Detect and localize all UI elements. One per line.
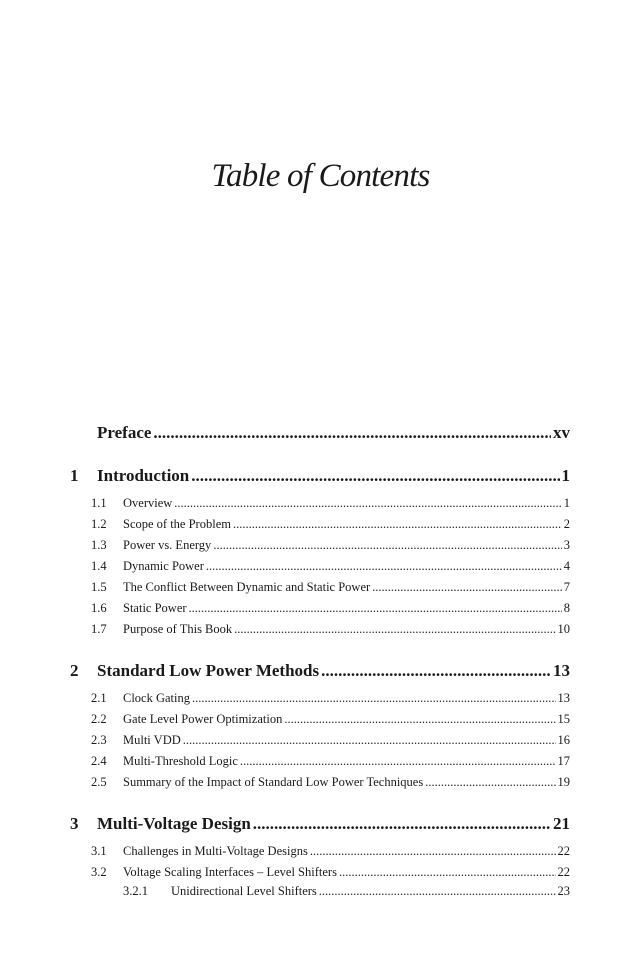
leader-dots [240, 754, 556, 769]
leader-dots [189, 601, 562, 616]
toc-label: Summary of the Impact of Standard Low Power Techniques [123, 775, 424, 789]
chapter-number: 2 [70, 661, 79, 680]
toc-label: Multi-Voltage Design [97, 814, 251, 833]
toc-label: Purpose of This Book [123, 622, 233, 636]
section-number: 2.1 [91, 691, 107, 705]
toc-section-2-1[interactable] [91, 691, 570, 706]
toc-section-1-1[interactable] [91, 496, 570, 511]
toc-label: Overview [123, 496, 173, 510]
toc-chapter-1[interactable] [70, 466, 570, 486]
leader-dots [339, 865, 556, 880]
toc-page-number: 1 [561, 466, 570, 485]
leader-dots [191, 466, 559, 486]
toc-section-1-5[interactable] [91, 580, 570, 595]
toc-label: Power vs. Energy [123, 538, 212, 552]
toc-page-number: 13 [557, 691, 570, 705]
toc-label: Unidirectional Level Shifters [171, 884, 317, 898]
toc-section-2-3[interactable] [91, 733, 570, 748]
section-number: 2.2 [91, 712, 107, 726]
section-number: 2.5 [91, 775, 107, 789]
leader-dots [425, 775, 555, 790]
toc-label: Standard Low Power Methods [97, 661, 320, 680]
toc-page-number: 19 [557, 775, 570, 789]
toc-page-number: 7 [563, 580, 570, 594]
leader-dots [183, 733, 556, 748]
toc-label: Gate Level Power Optimization [123, 712, 283, 726]
leader-dots [234, 622, 555, 637]
leader-dots [192, 691, 555, 706]
toc-label: Challenges in Multi-Voltage Designs [123, 844, 308, 858]
section-number: 3.2 [91, 865, 107, 879]
toc-label: Scope of the Problem [123, 517, 231, 531]
toc-section-1-3[interactable] [91, 538, 570, 553]
section-number: 1.6 [91, 601, 107, 615]
section-number: 1.5 [91, 580, 107, 594]
toc-page-number: 21 [553, 814, 570, 833]
toc-section-3-2[interactable] [91, 865, 570, 880]
leader-dots [174, 496, 561, 511]
section-number: 1.3 [91, 538, 107, 552]
toc-label: Clock Gating [123, 691, 191, 705]
toc-chapter-2[interactable] [70, 661, 570, 681]
toc-label: Dynamic Power [123, 559, 204, 573]
toc-page-number: 4 [563, 559, 570, 573]
toc-section-3-1[interactable] [91, 844, 570, 859]
toc-section-1-4[interactable] [91, 559, 570, 574]
leader-dots [284, 712, 555, 727]
toc-label: Introduction [97, 466, 190, 485]
toc-page-number: 13 [553, 661, 570, 680]
toc-page-number: 1 [563, 496, 570, 510]
toc-label: Static Power [123, 601, 187, 615]
leader-dots [153, 423, 551, 443]
section-number: 1.1 [91, 496, 107, 510]
leader-dots [253, 814, 551, 834]
chapter-number: 1 [70, 466, 79, 485]
section-number: 1.2 [91, 517, 107, 531]
leader-dots [321, 661, 551, 681]
section-number: 2.3 [91, 733, 107, 747]
subsection-number: 3.2.1 [123, 884, 148, 898]
toc-page-number: 15 [557, 712, 570, 726]
leader-dots [372, 580, 562, 595]
toc-page-number: 23 [557, 884, 570, 898]
leader-dots [213, 538, 561, 553]
toc-page-number: 2 [563, 517, 570, 531]
section-number: 3.1 [91, 844, 107, 858]
toc-section-2-2[interactable] [91, 712, 570, 727]
toc-page-number: 3 [563, 538, 570, 552]
section-number: 1.7 [91, 622, 107, 636]
toc-section-2-5[interactable] [91, 775, 570, 790]
toc-page-number: 16 [557, 733, 570, 747]
toc-label: The Conflict Between Dynamic and Static Power [123, 580, 371, 594]
leader-dots [310, 844, 556, 859]
toc-page-number: 10 [557, 622, 570, 636]
toc-chapter-3[interactable] [70, 814, 570, 834]
toc-page-number: xv [553, 423, 570, 442]
leader-dots [233, 517, 562, 532]
toc-section-1-7[interactable] [91, 622, 570, 637]
toc-section-2-4[interactable] [91, 754, 570, 769]
toc-label: Preface [97, 423, 152, 442]
toc-page-number: 8 [563, 601, 570, 615]
toc-page-number: 22 [557, 865, 570, 879]
leader-dots [319, 884, 556, 899]
toc-preface[interactable] [97, 423, 570, 443]
toc-page-number: 17 [557, 754, 570, 768]
toc-label: Multi-Threshold Logic [123, 754, 238, 768]
section-number: 1.4 [91, 559, 107, 573]
leader-dots [206, 559, 562, 574]
toc-section-1-2[interactable] [91, 517, 570, 532]
toc-label: Voltage Scaling Interfaces – Level Shifters [123, 865, 337, 879]
toc-subsection-3-2-1[interactable] [123, 884, 570, 899]
toc-page-number: 22 [557, 844, 570, 858]
chapter-number: 3 [70, 814, 79, 833]
page-title: Table of Contents [211, 158, 430, 194]
section-number: 2.4 [91, 754, 107, 768]
toc-label: Multi VDD [123, 733, 181, 747]
toc-section-1-6[interactable] [91, 601, 570, 616]
